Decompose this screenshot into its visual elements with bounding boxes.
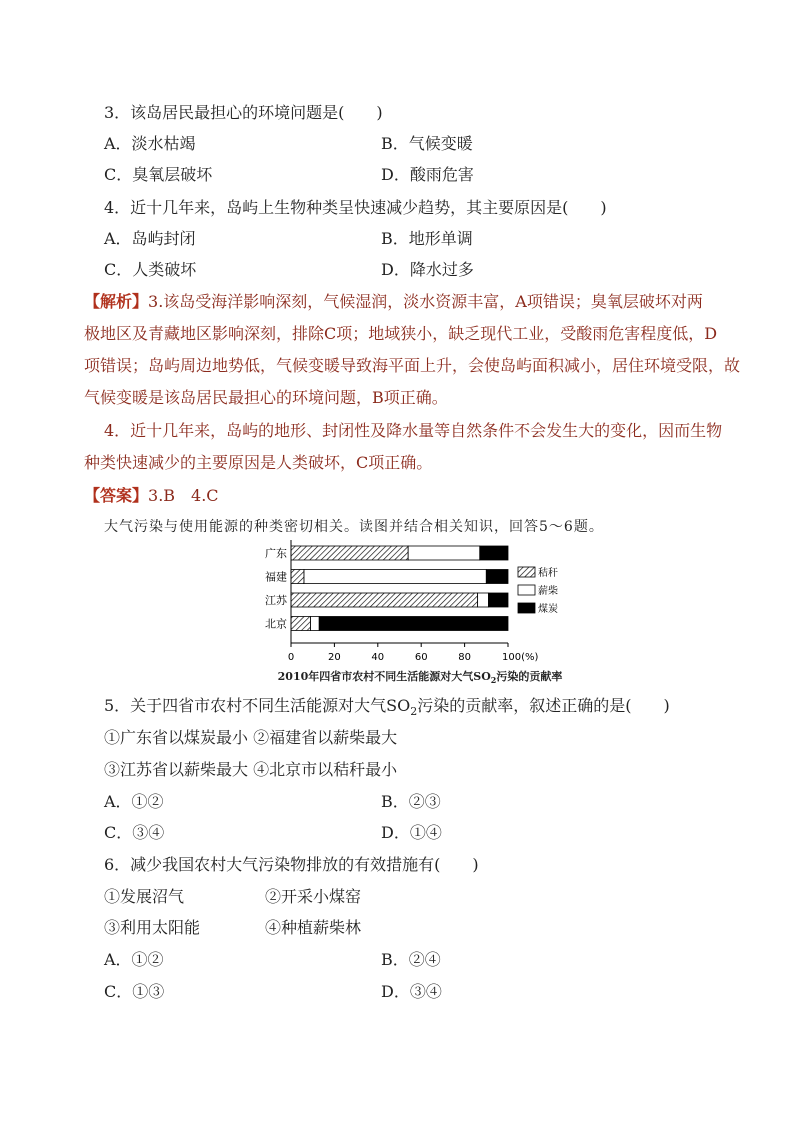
energy-so2-chart bbox=[250, 540, 590, 665]
bar-江苏-秸秆 bbox=[291, 593, 478, 607]
q5-option-b: B．②③ bbox=[381, 792, 441, 811]
legend-swatch-煤炭 bbox=[518, 603, 535, 613]
bar-北京-秸秆 bbox=[291, 617, 311, 631]
x-tick-label: 60 bbox=[414, 652, 428, 663]
analysis-line-3: 项错误；岛屿周边地势低，气候变暖导致海平面上升，会使岛屿面积减小，居住环境受限，故 bbox=[84, 356, 741, 375]
legend-label-薪柴: 薪柴 bbox=[538, 586, 558, 597]
x-tick-label: 100(%) bbox=[502, 652, 539, 663]
chart-title: 2010年四省市农村不同生活能源对大气$SO_2$污染的贡献率 bbox=[277, 670, 563, 686]
q3-option-b: B．气候变暖 bbox=[381, 134, 473, 153]
chart-intro: 大气污染与使用能源的种类密切相关。读图并结合相关知识，回答5～6题。 bbox=[104, 519, 604, 535]
q5-option-a: A．①② bbox=[104, 792, 164, 811]
x-tick-label: 0 bbox=[287, 652, 295, 663]
answer-text: 3.B 4.C bbox=[148, 486, 219, 505]
q5-stem: 5．关于四省市农村不同生活能源对大气$SO_2$污染的贡献率，叙述正确的是( ) bbox=[104, 696, 670, 719]
answer-tag: 【答案】 bbox=[84, 486, 149, 505]
q4-option-b: B．地形单调 bbox=[381, 229, 473, 248]
q5-option-d: D．①④ bbox=[381, 823, 442, 842]
answer-line bbox=[84, 486, 219, 506]
bar-江苏-薪柴 bbox=[478, 593, 489, 607]
bar-北京-薪柴 bbox=[311, 617, 320, 631]
analysis-line-6: 种类快速减少的主要原因是人类破坏，C项正确。 bbox=[84, 453, 433, 472]
bar-福建-薪柴 bbox=[304, 570, 486, 584]
q4-option-c: C．人类破坏 bbox=[104, 260, 197, 279]
analysis-line-4: 气候变暖是该岛居民最担心的环境问题，B项正确。 bbox=[84, 388, 448, 407]
bar-广东-秸秆 bbox=[291, 546, 408, 560]
x-tick-label: 80 bbox=[458, 652, 471, 663]
q3-option-a: A．淡水枯竭 bbox=[104, 134, 196, 153]
q3-stem: 3．该岛居民最担心的环境问题是( ) bbox=[104, 103, 383, 122]
q4-option-a: A．岛屿封闭 bbox=[104, 229, 196, 248]
analysis-line-2: 极地区及青藏地区影响深刻，排除C项；地域狭小，缺乏现代工业，受酸雨危害程度低，D bbox=[84, 324, 718, 343]
q4-option-d: D．降水过多 bbox=[381, 260, 474, 279]
analysis-line-5: 4．近十几年来，岛屿的地形、封闭性及降水量等自然条件不会发生大的变化，因而生物 bbox=[104, 421, 723, 440]
q6-statement-1: ①发展沼气 bbox=[104, 887, 185, 906]
q3-option-d: D．酸雨危害 bbox=[381, 165, 474, 184]
bar-广东-薪柴 bbox=[408, 546, 480, 560]
q5-option-c: C．③④ bbox=[104, 823, 165, 842]
y-label: 福建 bbox=[265, 570, 287, 584]
q5-statements-1: ①广东省以煤炭最小 ②福建省以薪柴最大 bbox=[104, 728, 398, 747]
bar-北京-煤炭 bbox=[319, 617, 508, 631]
y-label: 广东 bbox=[265, 547, 287, 560]
q6-option-b: B．②④ bbox=[381, 950, 441, 969]
legend-swatch-秸秆 bbox=[518, 567, 535, 577]
legend-swatch-薪柴 bbox=[518, 585, 535, 595]
bar-福建-煤炭 bbox=[486, 570, 508, 584]
q6-statement-2: ②开采小煤窑 bbox=[265, 887, 362, 906]
analysis-tag: 【解析】 bbox=[84, 292, 149, 311]
q6-statement-4: ④种植薪柴林 bbox=[265, 918, 362, 937]
bar-江苏-煤炭 bbox=[488, 593, 508, 607]
legend-label-煤炭: 煤炭 bbox=[538, 604, 558, 615]
q3-option-c: C．臭氧层破坏 bbox=[104, 165, 213, 184]
q6-option-d: D．③④ bbox=[381, 982, 442, 1001]
q6-statement-3: ③利用太阳能 bbox=[104, 918, 201, 937]
legend-label-秸秆: 秸秆 bbox=[538, 568, 558, 579]
x-tick-label: 20 bbox=[328, 652, 341, 663]
q6-option-a: A．①② bbox=[104, 950, 164, 969]
q6-option-c: C．①③ bbox=[104, 982, 165, 1001]
bar-广东-煤炭 bbox=[480, 546, 508, 560]
q4-stem: 4．近十几年来，岛屿上生物种类呈快速减少趋势，其主要原因是( ) bbox=[104, 198, 607, 217]
q5-statements-2: ③江苏省以薪柴最大 ④北京市以秸秆最小 bbox=[104, 760, 398, 779]
q6-stem: 6．减少我国农村大气污染物排放的有效措施有( ) bbox=[104, 855, 479, 874]
y-label: 江苏 bbox=[265, 594, 287, 607]
analysis-line-1: 【解析】3.该岛受海洋影响深刻，气候湿润，淡水资源丰富，A项错误；臭氧层破坏对两 bbox=[84, 292, 703, 311]
bar-福建-秸秆 bbox=[291, 570, 304, 584]
y-label: 北京 bbox=[265, 617, 287, 631]
x-tick-label: 40 bbox=[371, 652, 385, 663]
